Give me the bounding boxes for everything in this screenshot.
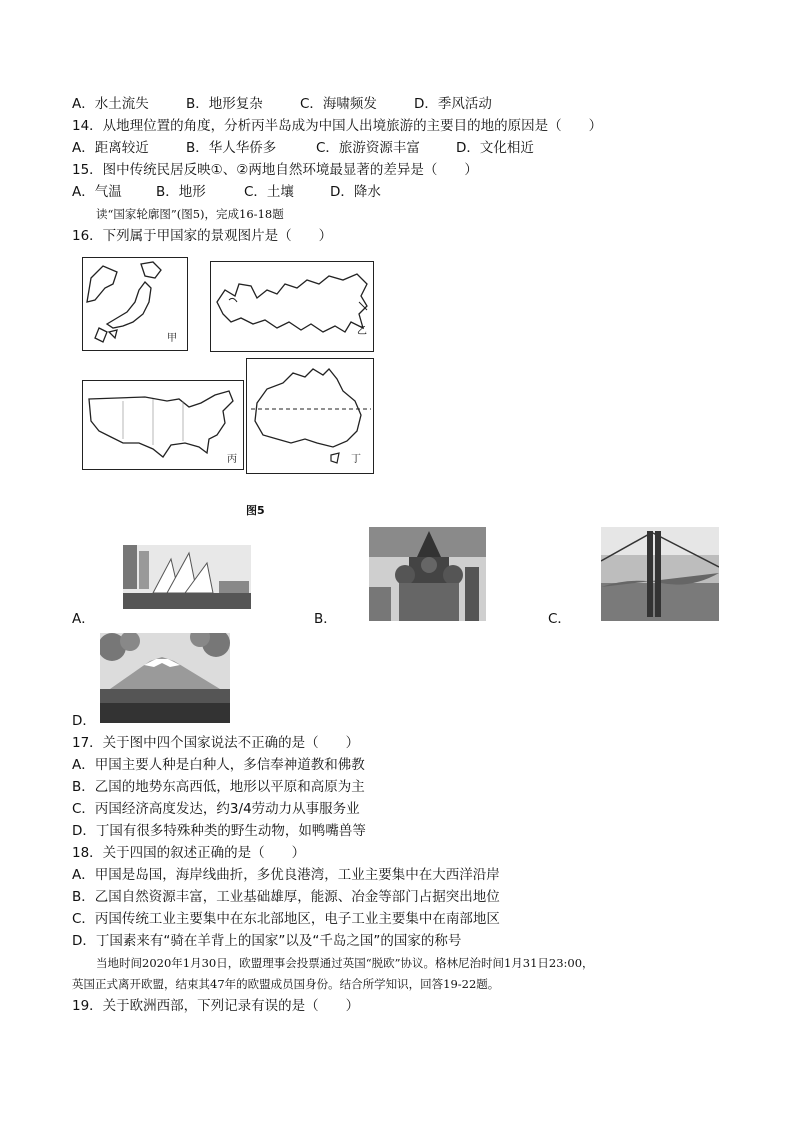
q13-option-b: B．地形复杂 <box>186 96 263 112</box>
q14-option-b: B．华人华侨多 <box>186 140 277 156</box>
q14-option-c: C．旅游资源丰富 <box>316 140 420 156</box>
intro-19-22-line2: 英国正式离开欧盟，结束其47年的欧盟成员国身份。结合所学知识，回答19-22题。 <box>72 977 500 991</box>
map-jia <box>82 257 188 351</box>
usa-map-icon <box>83 381 243 469</box>
q18-option-d: D．丁国素来有“骑在羊背上的国家”以及“千岛之国”的国家的称号 <box>72 933 462 949</box>
q18-stem: 18．关于四国的叙述正确的是（ ） <box>72 845 306 861</box>
sydney-opera-house-photo <box>123 545 251 609</box>
figure-caption: 图5 <box>246 504 265 517</box>
q15-option-d: D．降水 <box>330 184 381 200</box>
q16-option-b-letter: B． <box>314 611 337 627</box>
q16-option-c-letter: C． <box>548 611 571 627</box>
q13-option-d: D．季风活动 <box>414 96 492 112</box>
q17-option-c: C．丙国经济高度发达，约3/4劳动力从事服务业 <box>72 801 360 817</box>
q14-option-a: A．距离较近 <box>72 140 149 156</box>
q16-stem: 16．下列属于甲国家的景观图片是（ ） <box>72 228 333 244</box>
q15-option-a: A．气温 <box>72 184 122 200</box>
map-bing <box>82 380 244 470</box>
map-label-yi: 乙 <box>357 326 367 337</box>
intro-19-22-line1: 当地时间2020年1月30日，欧盟理事会投票通过英国“脱欧”协议。格林尼治时间1月31日23:00， <box>96 956 594 970</box>
mount-fuji-photo <box>100 633 230 723</box>
q16-option-a-letter: A． <box>72 611 95 627</box>
q17-option-a: A．甲国主要人种是白种人，多信奉神道教和佛教 <box>72 757 365 773</box>
russia-map-icon <box>211 262 373 351</box>
q13-option-c: C．海啸频发 <box>300 96 377 112</box>
map-ding <box>246 358 374 474</box>
q17-option-b: B．乙国的地势东高西低，地形以平原和高原为主 <box>72 779 365 795</box>
q18-option-a: A．甲国是岛国，海岸线曲折，多优良港湾，工业主要集中在大西洋沿岸 <box>72 867 500 883</box>
map-label-jia: 甲 <box>167 333 177 344</box>
q13-option-a: A．水土流失 <box>72 96 149 112</box>
q18-option-c: C．丙国传统工业主要集中在东北部地区，电子工业主要集中在南部地区 <box>72 911 500 927</box>
q19-stem: 19．关于欧洲西部，下列记录有误的是（ ） <box>72 998 360 1014</box>
q15-option-b: B．地形 <box>156 184 206 200</box>
q17-stem: 17．关于图中四个国家说法不正确的是（ ） <box>72 735 360 751</box>
map-yi <box>210 261 374 352</box>
q15-stem: 15．图中传统民居反映①、②两地自然环境最显著的差异是（ ） <box>72 162 478 178</box>
q17-option-d: D．丁国有很多特殊种类的野生动物，如鸭嘴兽等 <box>72 823 366 839</box>
q14-option-d: D．文化相近 <box>456 140 534 156</box>
q16-option-d-letter: D． <box>72 713 96 729</box>
q15-option-c: C．土壤 <box>244 184 294 200</box>
map-label-bing: 丙 <box>227 454 237 465</box>
intro-16-18: 读“国家轮廓图”(图5)，完成16-18题 <box>96 207 284 221</box>
q18-option-b: B．乙国自然资源丰富，工业基础雄厚，能源、冶金等部门占据突出地位 <box>72 889 500 905</box>
moscow-cathedral-photo <box>369 527 486 621</box>
q14-stem: 14．从地理位置的角度，分析丙半岛成为中国人出境旅游的主要目的地的原因是（ ） <box>72 118 603 134</box>
map-label-ding: 丁 <box>351 454 361 465</box>
golden-gate-bridge-photo <box>601 527 719 621</box>
